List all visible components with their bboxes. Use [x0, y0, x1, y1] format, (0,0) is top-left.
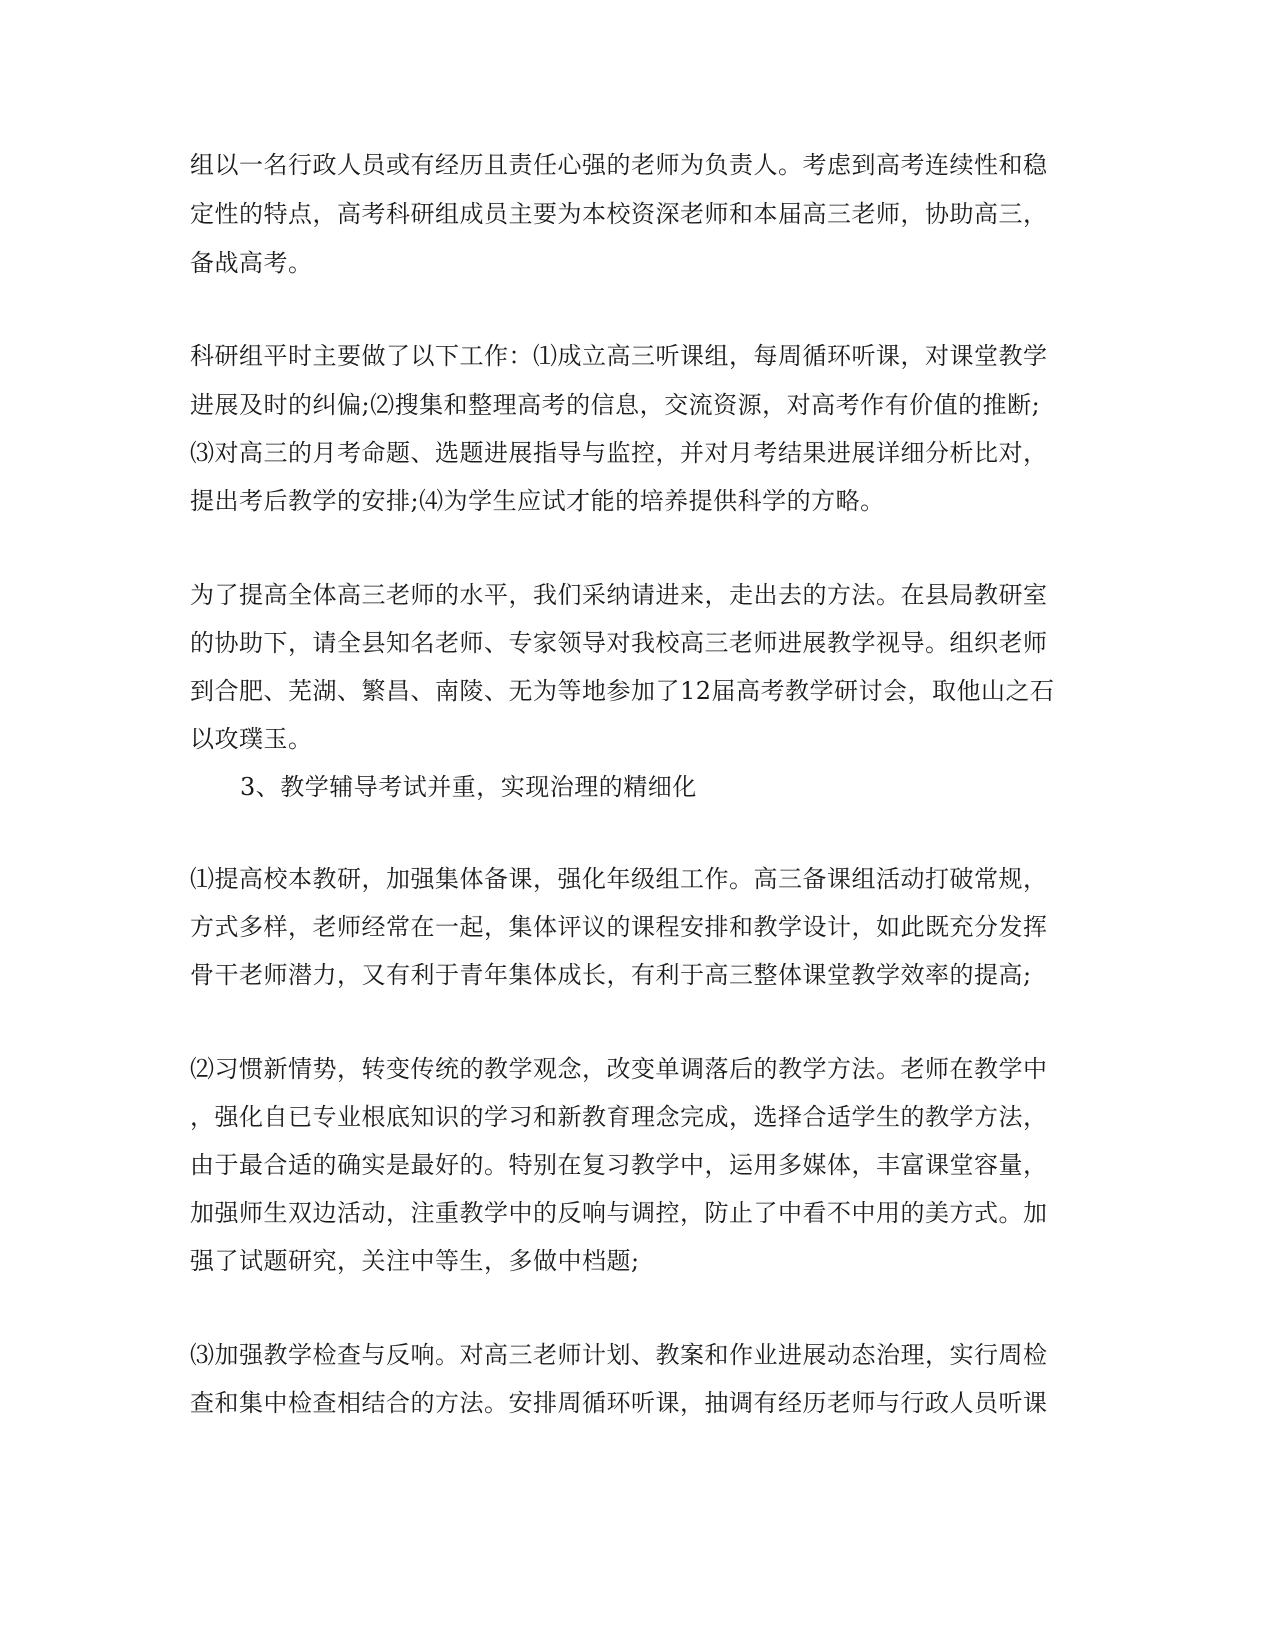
paragraph-3-line-2: 的协助下，请全县知名老师、专家领导对我校高三老师进展教学视导。组织老师 — [190, 629, 1048, 657]
paragraph-3-line-4: 以攻璞玉。 — [190, 725, 313, 753]
paragraph-4-line-2: 方式多样，老师经常在一起，集体评议的课程安排和教学设计，如此既充分发挥 — [190, 913, 1048, 941]
paragraph-5-line-1: ⑵习惯新情势，转变传统的教学观念，改变单调落后的教学方法。老师在教学中 — [190, 1055, 1048, 1083]
paragraph-2-line-3: ⑶对高三的月考命题、选题进展指导与监控，并对月考结果进展详细分析比对， — [190, 439, 1048, 467]
paragraph-5-line-3: 由于最合适的确实是最好的。特别在复习教学中，运用多媒体，丰富课堂容量， — [190, 1151, 1048, 1179]
paragraph-2-line-2: 进展及时的纠偏;⑵搜集和整理高考的信息，交流资源，对高考作有价值的推断; — [190, 391, 1041, 419]
paragraph-5-line-5: 强了试题研究，关注中等生，多做中档题; — [190, 1247, 640, 1275]
paragraph-1-line-3: 备战高考。 — [190, 249, 313, 277]
paragraph-4-line-3: 骨干老师潜力，又有利于青年集体成长，有利于高三整体课堂教学效率的提高; — [190, 961, 1032, 989]
paragraph-2-line-1: 科研组平时主要做了以下工作：⑴成立高三听课组，每周循环听课，对课堂教学 — [190, 342, 1048, 370]
paragraph-1-line-2: 定性的特点，高考科研组成员主要为本校资深老师和本届高三老师，协助高三， — [190, 200, 1048, 228]
paragraph-2-line-4: 提出考后教学的安排;⑷为学生应试才能的培养提供科学的方略。 — [190, 487, 885, 515]
paragraph-3-line-1: 为了提高全体高三老师的水平，我们采纳请进来，走出去的方法。在县局教研室 — [190, 581, 1048, 609]
paragraph-3-line-3: 到合肥、芜湖、繁昌、南陵、无为等地参加了12届高考教学研讨会，取他山之石 — [190, 677, 1055, 705]
paragraph-5-line-4: 加强师生双边活动，注重教学中的反响与调控，防止了中看不中用的美方式。加 — [190, 1199, 1048, 1227]
paragraph-4-line-1: ⑴提高校本教研，加强集体备课，强化年级组工作。高三备课组活动打破常规， — [190, 865, 1048, 893]
paragraph-6-line-2: 查和集中检查相结合的方法。安排周循环听课，抽调有经历老师与行政人员听课 — [190, 1389, 1048, 1417]
paragraph-1-line-1: 组以一名行政人员或有经历且责任心强的老师为负责人。考虑到高考连续性和稳 — [190, 151, 1048, 179]
section-heading: 3、教学辅导考试并重，实现治理的精细化 — [240, 773, 697, 801]
paragraph-6-line-1: ⑶加强教学检查与反响。对高三老师计划、教案和作业进展动态治理，实行周检 — [190, 1341, 1048, 1369]
paragraph-5-line-2: ，强化自已专业根底知识的学习和新教育理念完成，选择合适学生的教学方法， — [190, 1103, 1048, 1131]
